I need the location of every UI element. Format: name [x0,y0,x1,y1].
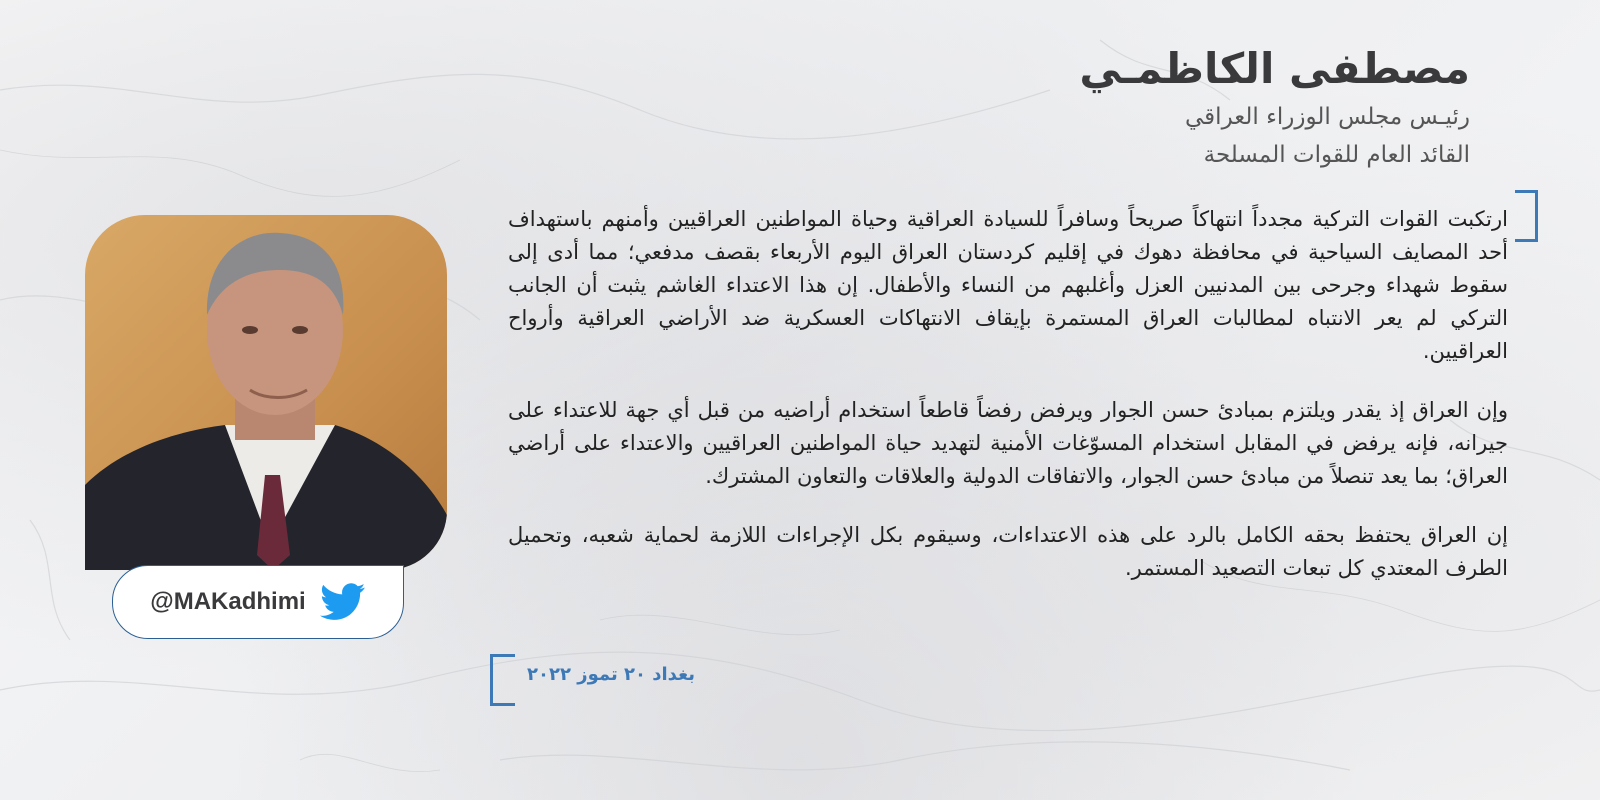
header [870,40,1470,174]
statement-body [508,203,1508,611]
closing-bracket [490,654,515,706]
statement-paragraph-1: ارتكبت القوات التركية مجدداً انتهاكاً صريحاً وسافراً للسيادة العراقية وحياة المواطنين العراقيين وأمنهم باستهداف أحد المصايف السياحية في محافظة دهوك في إقليم كردستان العراق اليوم الأربعاء بقصف مدفعي؛ مما أدى إلى سقوط شهداء وجرحى بين المدنيين العزل وأغلبهم من النساء والأطفال. إن هذا الاعتداء الغاشم يثبت أن الجانب التركي لم يعر الانتباه لمطالبات العراق المستمرة بإيقاف الانتهاكات العسكرية ضد الأراضي العراقية وأرواح العراقيين. [508,207,1508,363]
official-name: مصطفى الكاظمـي [1079,44,1470,93]
opening-bracket [1515,190,1538,242]
date-line: بغداد ٢٠ تموز ٢٠٢٢ [527,664,695,685]
twitter-handle-badge[interactable] [112,565,404,639]
twitter-bird-icon [320,583,366,621]
statement-paragraph-2: وإن العراق إذ يقدر ويلتزم بمبادئ حسن الجوار ويرفض رفضاً قاطعاً استخدام أراضيه من قبل أي جهة للاعتداء على جيرانه، فإنه يرفض في المقابل استخدام المسوّغات الأمنية لتهديد حياة المواطنين العراقيين والاعتداء على أراضي العراق؛ بما يعد تنصلاً من مبادئ حسن الجوار، والاتفاقات الدولية والعلاقات والتعاون المشترك. [508,398,1508,488]
official-role: القائد العام للقوات المسلحة [1203,142,1470,168]
portrait-photo [85,215,447,570]
twitter-handle: @MAKadhimi [150,588,306,615]
statement-paragraph-3: إن العراق يحتفظ بحقه الكامل بالرد على هذه الاعتداءات، وسيقوم بكل الإجراءات اللازمة لحماية شعبه، وتحميل الطرف المعتدي كل تبعات التصعيد المستمر. [508,523,1508,580]
official-title: رئيـس مجلس الوزراء العراقي [1185,104,1470,130]
